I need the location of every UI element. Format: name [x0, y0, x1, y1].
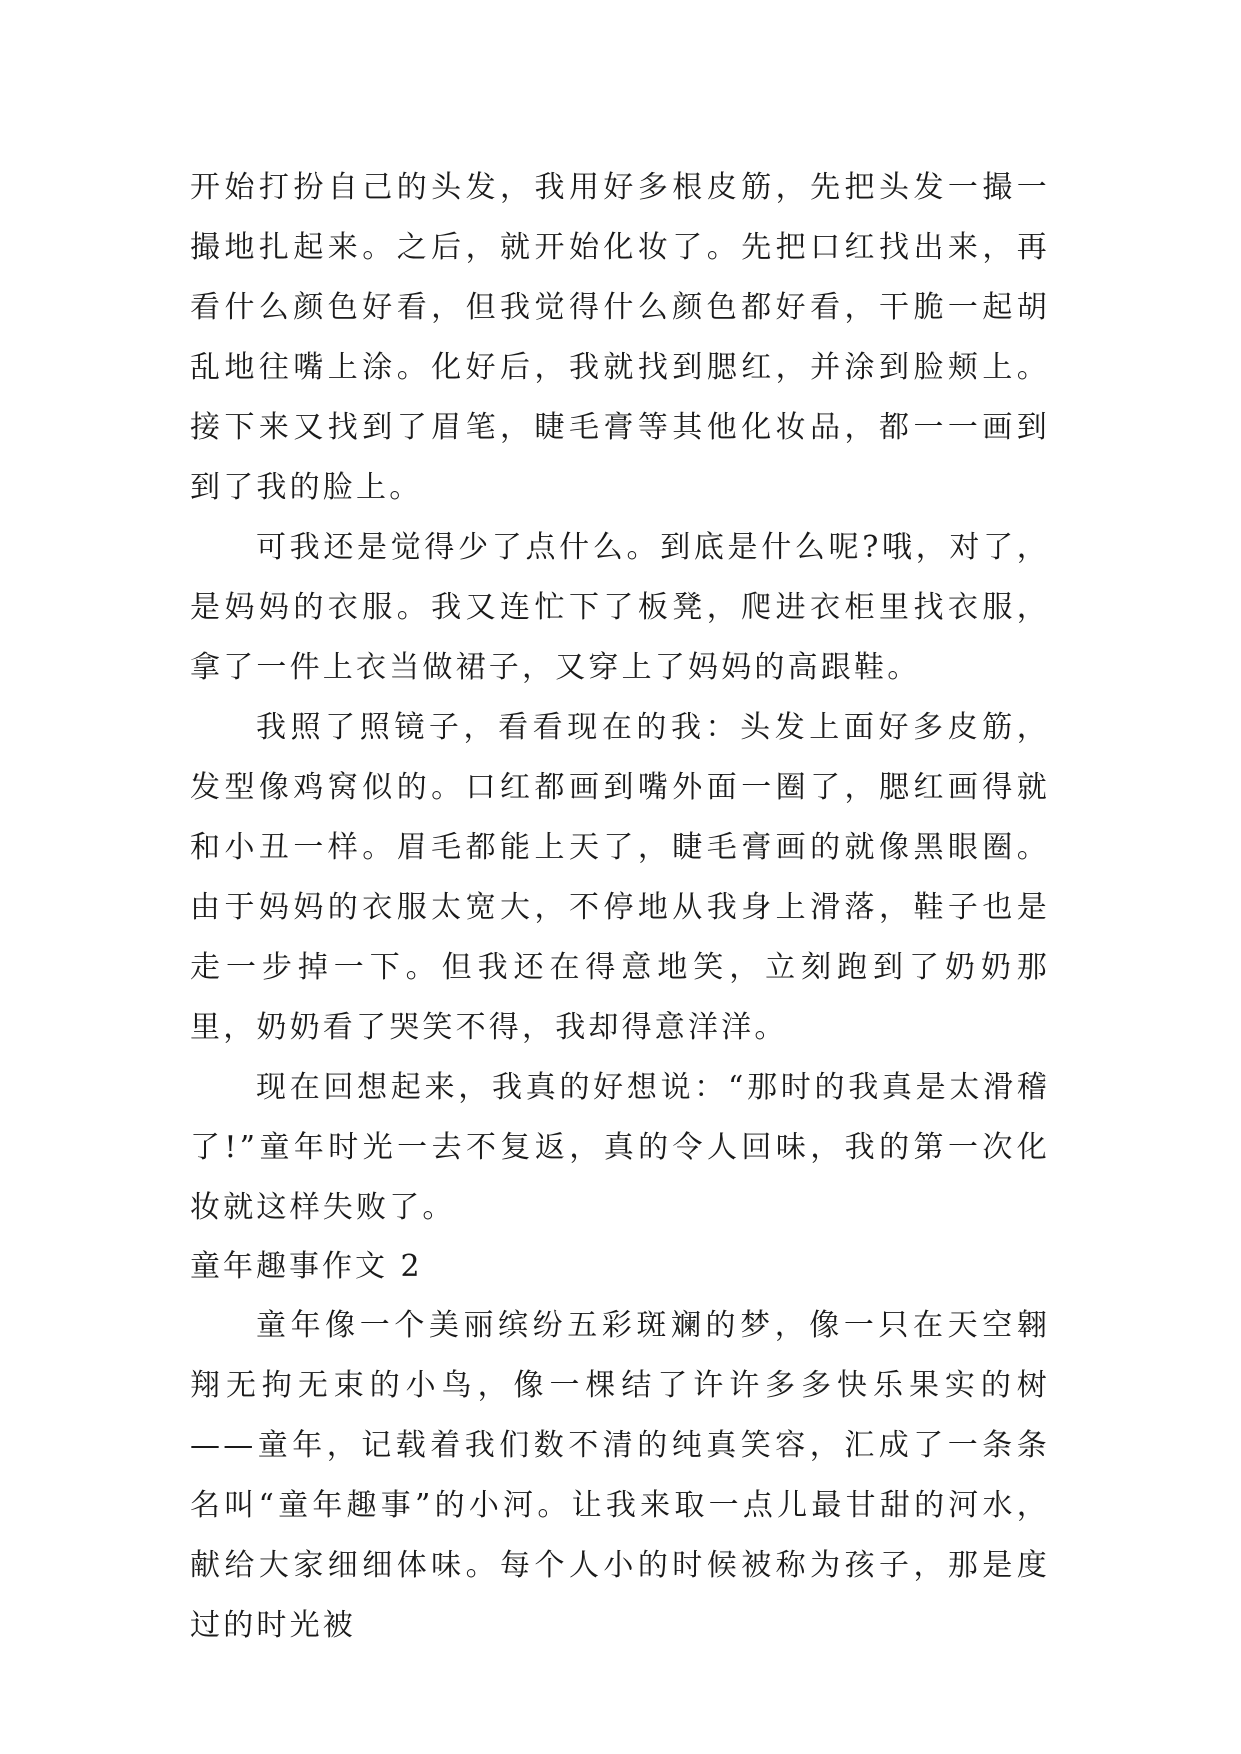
paragraph-mothers-clothes: 可我还是觉得少了点什么。到底是什么呢?哦，对了，是妈妈的衣服。我又连忙下了板凳，爬进衣柜里找衣服，拿了一件上衣当做裙子，又穿上了妈妈的高跟鞋。 — [190, 530, 1050, 685]
paragraph-childhood-dream: 童年像一个美丽缤纷五彩斑斓的梦，像一只在天空翱翔无拘无束的小鸟，像一棵结了许许多多快乐果实的树——童年，记载着我们数不清的纯真笑容，汇成了一条条名叫“童年趣事”的小河。让我来取一点儿最甘甜的河水，献给大家细细体味。每个人小的时候被称为孩子，那是度过的时光被 — [190, 1308, 1050, 1643]
document-page — [190, 158, 1050, 1656]
paragraph-reflection: 现在回想起来，我真的好想说：“那时的我真是太滑稽了!”童年时光一去不复返，真的令人回味，我的第一次化妆就这样失败了。 — [190, 1070, 1050, 1225]
paragraph-mirror: 我照了照镜子，看看现在的我：头发上面好多皮筋，发型像鸡窝似的。口红都画到嘴外面一圈了，腮红画得就和小丑一样。眉毛都能上天了，睫毛膏画的就像黑眼圈。由于妈妈的衣服太宽大，不停地从我身上滑落，鞋子也是走一步掉一下。但我还在得意地笑，立刻跑到了奶奶那里，奶奶看了哭笑不得，我却得意洋洋。 — [190, 710, 1050, 1045]
paragraph-makeup-hair: 开始打扮自己的头发，我用好多根皮筋，先把头发一撮一撮地扎起来。之后，就开始化妆了。先把口红找出来，再看什么颜色好看，但我觉得什么颜色都好看，干脆一起胡乱地往嘴上涂。化好后，我就找到腮红，并涂到脸颊上。接下来又找到了眉笔，睫毛膏等其他化妆品，都一一画到到了我的脸上。 — [190, 170, 1050, 505]
section-heading: 童年趣事作文 2 — [190, 1249, 423, 1284]
